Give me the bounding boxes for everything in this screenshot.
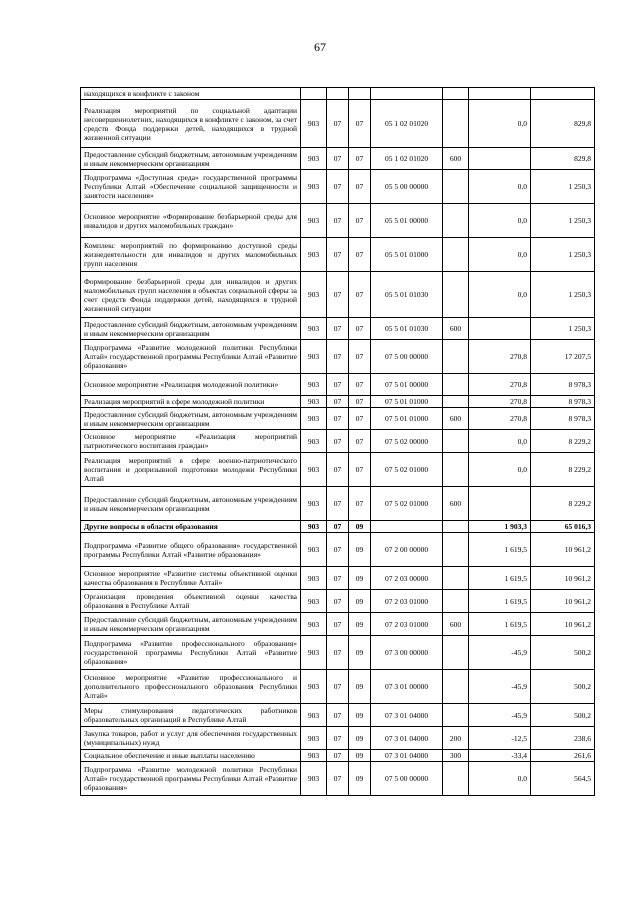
expense-type — [443, 340, 469, 374]
admin-code: 903 — [301, 567, 327, 590]
subsection-code: 09 — [349, 704, 371, 727]
expense-type — [443, 590, 469, 613]
row-name: Предоставление субсидий бюджетным, автономным учреждениям и иным некоммерческим организациям — [81, 408, 301, 430]
target-article: 07 3 01 04000 — [371, 727, 443, 750]
section-code: 07 — [327, 204, 349, 238]
table-row — [81, 727, 595, 750]
target-article: 07 3 01 04000 — [371, 704, 443, 727]
row-name: Основное мероприятие «Реализация мероприятий патриотического воспитания граждан» — [81, 430, 301, 453]
expense-type: 600 — [443, 148, 469, 170]
table-row — [81, 487, 595, 521]
admin-code: 903 — [301, 396, 327, 408]
section-code: 07 — [327, 430, 349, 453]
section-code: 07 — [327, 704, 349, 727]
section-code: 07 — [327, 100, 349, 148]
row-name: Подпрограмма «Развитие молодежной политики Республики Алтай» государственной программы Республики Алтай «Развитие образования» — [81, 340, 301, 374]
expense-type: 300 — [443, 750, 469, 762]
table-row — [81, 636, 595, 670]
expense-type — [443, 238, 469, 272]
section-code: 07 — [327, 272, 349, 318]
admin-code: 903 — [301, 727, 327, 750]
subsection-code: 09 — [349, 762, 371, 796]
target-article: 07 5 00 00000 — [371, 340, 443, 374]
amount-change: -45,9 — [469, 636, 531, 670]
admin-code: 903 — [301, 453, 327, 487]
admin-code: 903 — [301, 750, 327, 762]
table-row — [81, 521, 595, 533]
subsection-code: 07 — [349, 100, 371, 148]
subsection-code: 07 — [349, 430, 371, 453]
amount-total: 8 229,2 — [531, 453, 595, 487]
table-row — [81, 762, 595, 796]
target-article: 05 1 02 01020 — [371, 100, 443, 148]
section-code: 07 — [327, 396, 349, 408]
section-code: 07 — [327, 727, 349, 750]
admin-code: 903 — [301, 100, 327, 148]
amount-change: 0,0 — [469, 100, 531, 148]
table-row — [81, 238, 595, 272]
admin-code: 903 — [301, 272, 327, 318]
row-name: Предоставление субсидий бюджетным, автономным учреждениям и иным некоммерческим организациям — [81, 318, 301, 340]
target-article: 07 5 02 01000 — [371, 453, 443, 487]
row-name: Предоставление субсидий бюджетным, автономным учреждениям и иным некоммерческим организациям — [81, 487, 301, 521]
amount-total: 500,2 — [531, 670, 595, 704]
target-article — [371, 521, 443, 533]
subsection-code: 07 — [349, 374, 371, 396]
target-article: 05 5 01 01030 — [371, 318, 443, 340]
target-article: 07 5 02 00000 — [371, 430, 443, 453]
amount-total: 1 250,3 — [531, 318, 595, 340]
amount-change — [469, 88, 531, 100]
amount-total: 238,6 — [531, 727, 595, 750]
amount-change: 270,8 — [469, 396, 531, 408]
admin-code: 903 — [301, 170, 327, 204]
amount-change: 1 619,5 — [469, 590, 531, 613]
table-row — [81, 453, 595, 487]
row-name: Комплекс мероприятий по формированию доступной среды жизнедеятельности для инвалидов и других маломобильных групп населения — [81, 238, 301, 272]
amount-total: 8 978,3 — [531, 374, 595, 396]
section-code: 07 — [327, 148, 349, 170]
section-code — [327, 88, 349, 100]
section-code: 07 — [327, 567, 349, 590]
expense-type — [443, 100, 469, 148]
expense-type — [443, 88, 469, 100]
amount-change: 270,8 — [469, 340, 531, 374]
amount-total: 10 961,2 — [531, 613, 595, 636]
amount-total: 10 961,2 — [531, 590, 595, 613]
table-row — [81, 704, 595, 727]
section-code: 07 — [327, 670, 349, 704]
expense-type: 600 — [443, 487, 469, 521]
amount-total: 261,6 — [531, 750, 595, 762]
amount-total: 8 978,3 — [531, 408, 595, 430]
expense-type — [443, 453, 469, 487]
section-code: 07 — [327, 238, 349, 272]
subsection-code: 07 — [349, 238, 371, 272]
row-name: Основное мероприятие «Развитие профессионального и дополнительного профессионального образования Республики Алтай» — [81, 670, 301, 704]
amount-change: 0,0 — [469, 762, 531, 796]
section-code: 07 — [327, 340, 349, 374]
subsection-code: 09 — [349, 727, 371, 750]
row-name: Предоставление субсидий бюджетным, автономным учреждениям и иным некоммерческим организациям — [81, 613, 301, 636]
admin-code: 903 — [301, 318, 327, 340]
row-name: Социальное обеспечение и иные выплаты населению — [81, 750, 301, 762]
target-article: 07 5 01 01000 — [371, 396, 443, 408]
admin-code: 903 — [301, 613, 327, 636]
table-row — [81, 100, 595, 148]
amount-total: 65 016,3 — [531, 521, 595, 533]
amount-total: 10 961,2 — [531, 567, 595, 590]
target-article: 07 5 01 00000 — [371, 374, 443, 396]
amount-change — [469, 318, 531, 340]
table-row — [81, 590, 595, 613]
admin-code: 903 — [301, 636, 327, 670]
budget-table — [80, 87, 595, 796]
amount-total: 1 250,3 — [531, 272, 595, 318]
target-article: 05 5 01 01030 — [371, 272, 443, 318]
table-row — [81, 613, 595, 636]
subsection-code: 07 — [349, 318, 371, 340]
admin-code: 903 — [301, 487, 327, 521]
expense-type — [443, 521, 469, 533]
section-code: 07 — [327, 533, 349, 567]
admin-code: 903 — [301, 590, 327, 613]
table-row — [81, 567, 595, 590]
amount-change: 0,0 — [469, 204, 531, 238]
row-name: Реализация мероприятий в сфере военно-патриотического воспитания и допризывной подготовки молодежи Республики Алтай — [81, 453, 301, 487]
amount-change — [469, 148, 531, 170]
row-name: Основное мероприятие «Развитие системы объективной оценки качества образования в Республике Алтай» — [81, 567, 301, 590]
amount-total: 829,8 — [531, 100, 595, 148]
admin-code: 903 — [301, 704, 327, 727]
amount-total: 500,2 — [531, 704, 595, 727]
amount-total: 1 250,3 — [531, 170, 595, 204]
subsection-code — [349, 88, 371, 100]
subsection-code: 09 — [349, 521, 371, 533]
row-name: Закупка товаров, работ и услуг для обеспечения государственных (муниципальных) нужд — [81, 727, 301, 750]
expense-type — [443, 762, 469, 796]
amount-change — [469, 487, 531, 521]
target-article: 07 5 01 01000 — [371, 408, 443, 430]
table-row — [81, 272, 595, 318]
amount-change: 0,0 — [469, 453, 531, 487]
table-row — [81, 204, 595, 238]
expense-type — [443, 430, 469, 453]
table-row — [81, 533, 595, 567]
subsection-code: 09 — [349, 590, 371, 613]
table-row — [81, 408, 595, 430]
section-code: 07 — [327, 590, 349, 613]
expense-type: 600 — [443, 408, 469, 430]
section-code: 07 — [327, 453, 349, 487]
subsection-code: 07 — [349, 148, 371, 170]
section-code: 07 — [327, 318, 349, 340]
row-name: Основное мероприятие «Реализация молодежной политики» — [81, 374, 301, 396]
section-code: 07 — [327, 408, 349, 430]
admin-code — [301, 88, 327, 100]
amount-change: 1 903,3 — [469, 521, 531, 533]
target-article: 07 2 03 00000 — [371, 567, 443, 590]
subsection-code: 07 — [349, 272, 371, 318]
subsection-code: 09 — [349, 636, 371, 670]
amount-change: -33,4 — [469, 750, 531, 762]
expense-type — [443, 204, 469, 238]
expense-type — [443, 704, 469, 727]
admin-code: 903 — [301, 374, 327, 396]
subsection-code: 09 — [349, 533, 371, 567]
section-code: 07 — [327, 170, 349, 204]
expense-type: 600 — [443, 613, 469, 636]
amount-change: 0,0 — [469, 272, 531, 318]
admin-code: 903 — [301, 148, 327, 170]
target-article: 07 3 01 04000 — [371, 750, 443, 762]
expense-type — [443, 567, 469, 590]
amount-total: 8 229,2 — [531, 430, 595, 453]
amount-change: -45,9 — [469, 704, 531, 727]
expense-type — [443, 533, 469, 567]
section-code: 07 — [327, 750, 349, 762]
row-name: Реализация мероприятий в сфере молодежной политики — [81, 396, 301, 408]
subsection-code: 07 — [349, 170, 371, 204]
table-row — [81, 148, 595, 170]
subsection-code: 07 — [349, 408, 371, 430]
section-code: 07 — [327, 636, 349, 670]
admin-code: 903 — [301, 238, 327, 272]
subsection-code: 07 — [349, 204, 371, 238]
section-code: 07 — [327, 762, 349, 796]
admin-code: 903 — [301, 533, 327, 567]
subsection-code: 09 — [349, 750, 371, 762]
expense-type — [443, 374, 469, 396]
amount-total: 500,2 — [531, 636, 595, 670]
expense-type — [443, 670, 469, 704]
expense-type — [443, 396, 469, 408]
expense-type: 600 — [443, 318, 469, 340]
table-row — [81, 318, 595, 340]
row-name: Формирование безбарьерной среды для инвалидов и других маломобильных групп населения в объектах социальной сферы за счет средств Фонда поддержки детей, находящихся в трудной жизненной ситуации — [81, 272, 301, 318]
table-row — [81, 430, 595, 453]
subsection-code: 07 — [349, 453, 371, 487]
table-row — [81, 374, 595, 396]
amount-total: 10 961,2 — [531, 533, 595, 567]
amount-change: -12,5 — [469, 727, 531, 750]
amount-total: 17 207,5 — [531, 340, 595, 374]
row-name: Другие вопросы в области образования — [81, 521, 301, 533]
admin-code: 903 — [301, 340, 327, 374]
row-name: Подпрограмма «Развитие молодежной политики Республики Алтай» государственной программы Республики Алтай «Развитие образования» — [81, 762, 301, 796]
admin-code: 903 — [301, 204, 327, 238]
table-row — [81, 340, 595, 374]
subsection-code: 09 — [349, 567, 371, 590]
admin-code: 903 — [301, 670, 327, 704]
target-article: 07 3 00 00000 — [371, 636, 443, 670]
target-article: 07 3 01 00000 — [371, 670, 443, 704]
row-name: Подпрограмма «Развитие профессионального образования» государственной программы Республики Алтай «Развитие образования» — [81, 636, 301, 670]
amount-change: 270,8 — [469, 408, 531, 430]
section-code: 07 — [327, 521, 349, 533]
row-name: Основное мероприятие «Формирование безбарьерной среды для инвалидов и других маломобильных граждан» — [81, 204, 301, 238]
amount-total: 1 250,3 — [531, 204, 595, 238]
subsection-code: 09 — [349, 670, 371, 704]
row-name: Реализация мероприятий по социальной адаптации несовершеннолетних, находящихся в конфликте с законом, за счет средств Фонда поддержки детей, находящихся в трудной жизненной ситуации — [81, 100, 301, 148]
target-article — [371, 88, 443, 100]
row-name: Предоставление субсидий бюджетным, автономным учреждениям и иным некоммерческим организациям — [81, 148, 301, 170]
target-article: 07 5 02 01000 — [371, 487, 443, 521]
row-name: находящихся в конфликте с законом — [81, 88, 301, 100]
expense-type — [443, 170, 469, 204]
target-article: 05 5 01 01000 — [371, 238, 443, 272]
amount-total: 564,5 — [531, 762, 595, 796]
amount-change: 0,0 — [469, 170, 531, 204]
amount-total: 829,8 — [531, 148, 595, 170]
amount-change: 270,8 — [469, 374, 531, 396]
subsection-code: 07 — [349, 340, 371, 374]
expense-type — [443, 636, 469, 670]
amount-change: 1 619,5 — [469, 533, 531, 567]
amount-change: 1 619,5 — [469, 613, 531, 636]
admin-code: 903 — [301, 521, 327, 533]
target-article: 07 5 00 00000 — [371, 762, 443, 796]
table-row — [81, 88, 595, 100]
target-article: 07 2 03 01000 — [371, 613, 443, 636]
amount-change: 0,0 — [469, 430, 531, 453]
admin-code: 903 — [301, 430, 327, 453]
section-code: 07 — [327, 487, 349, 521]
target-article: 05 1 02 01020 — [371, 148, 443, 170]
amount-change: 1 619,5 — [469, 567, 531, 590]
amount-total: 1 250,3 — [531, 238, 595, 272]
amount-change: 0,0 — [469, 238, 531, 272]
target-article: 05 5 01 00000 — [371, 204, 443, 238]
row-name: Организация проведения объективной оценки качества образования в Республике Алтай — [81, 590, 301, 613]
target-article: 07 2 00 00000 — [371, 533, 443, 567]
table-row — [81, 396, 595, 408]
row-name: Подпрограмма «Доступная среда» государственной программы Республики Алтай «Обеспечение социальной защищенности и занятости населения» — [81, 170, 301, 204]
subsection-code: 07 — [349, 396, 371, 408]
amount-total: 8 229,2 — [531, 487, 595, 521]
row-name: Меры стимулирования педагогических работников образовательных организаций в Республике Алтай — [81, 704, 301, 727]
expense-type: 200 — [443, 727, 469, 750]
table-row — [81, 670, 595, 704]
target-article: 07 2 03 01000 — [371, 590, 443, 613]
expense-type — [443, 272, 469, 318]
table-body — [81, 88, 595, 796]
admin-code: 903 — [301, 762, 327, 796]
subsection-code: 09 — [349, 613, 371, 636]
row-name: Подпрограмма «Развитие общего образования» государственной программы Республики Алтай «Развитие образования» — [81, 533, 301, 567]
page-number: 67 — [314, 40, 326, 54]
section-code: 07 — [327, 374, 349, 396]
admin-code: 903 — [301, 408, 327, 430]
amount-total — [531, 88, 595, 100]
amount-total: 8 978,3 — [531, 396, 595, 408]
target-article: 05 5 00 00000 — [371, 170, 443, 204]
table-row — [81, 170, 595, 204]
section-code: 07 — [327, 613, 349, 636]
table-row — [81, 750, 595, 762]
amount-change: -45,9 — [469, 670, 531, 704]
subsection-code: 07 — [349, 487, 371, 521]
